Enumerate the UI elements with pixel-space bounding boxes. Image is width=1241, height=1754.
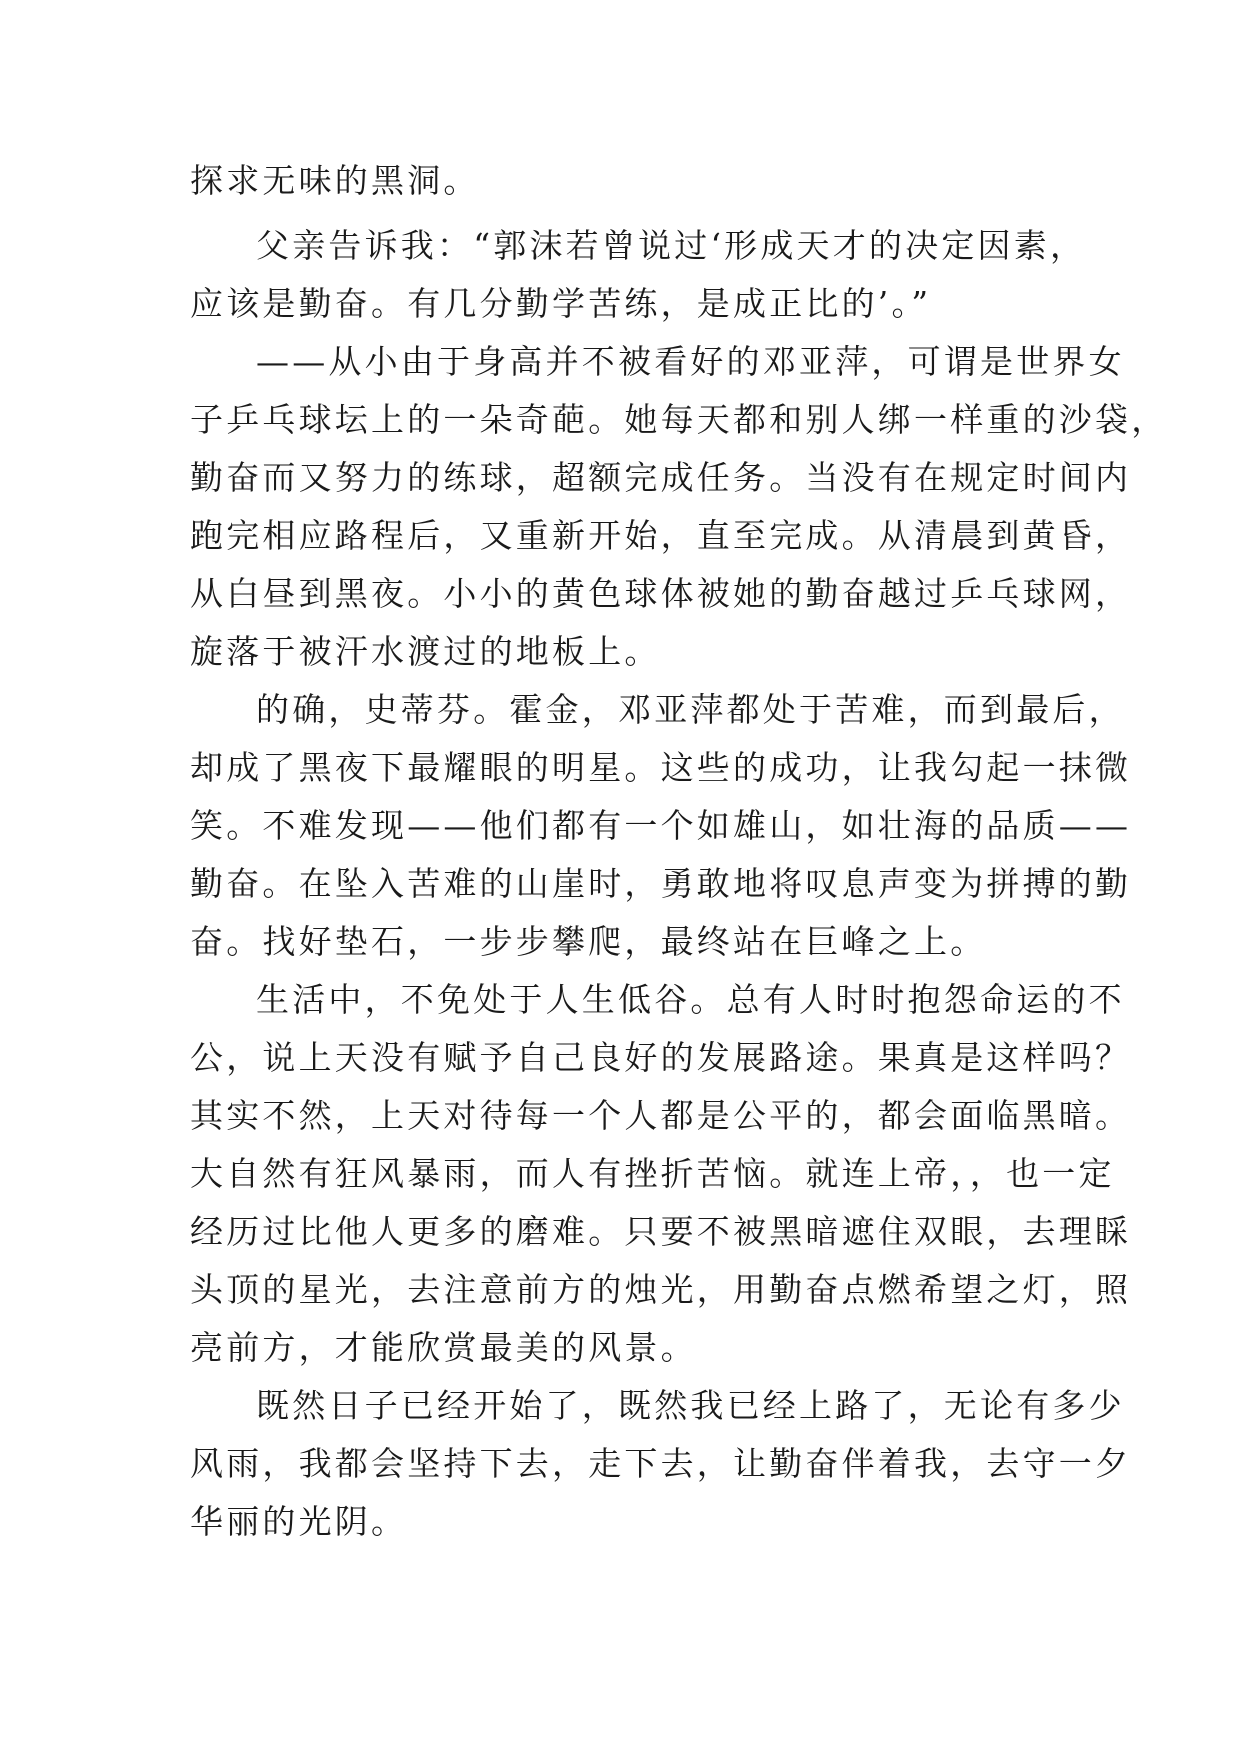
text-line: 生活中，不免处于人生低谷。总有人时时抱怨命运的不 [256,980,1125,1019]
text-line: 亮前方，才能欣赏最美的风景。 [190,1328,697,1367]
text-line: 风雨，我都会坚持下去，走下去，让勤奋伴着我，去守一夕 [190,1444,1132,1483]
text-line: 旋落于被汗水渡过的地板上。 [190,632,661,671]
text-line: 勤奋。在坠入苦难的山崖时，勇敢地将叹息声变为拼搏的勤 [190,864,1132,903]
text-line: 探求无味的黑洞。 [190,161,480,200]
text-line: 经历过比他人更多的磨难。只要不被黑暗遮住双眼，去理睬 [190,1212,1132,1251]
text-line: 奋。找好垫石，一步步攀爬，最终站在巨峰之上。 [190,922,987,961]
text-line: 头顶的星光，去注意前方的烛光，用勤奋点燃希望之灯，照 [190,1270,1132,1309]
text-line: 应该是勤奋。有几分勤学苦练，是成正比的’。” [190,284,932,323]
text-line: 笑。不难发现——他们都有一个如雄山，如壮海的品质—— [190,806,1132,845]
text-line: 从白昼到黑夜。小小的黄色球体被她的勤奋越过乒乓球网， [190,574,1132,613]
text-line: 的确，史蒂芬。霍金，邓亚萍都处于苦难，而到最后， [256,690,1125,729]
text-line: 华丽的光阴。 [190,1502,408,1541]
text-line: 跑完相应路程后，又重新开始，直至完成。从清晨到黄昏， [190,516,1132,555]
text-line: 公，说上天没有赋予自己良好的发展路途。果真是这样吗？ [190,1038,1132,1077]
text-line: 勤奋而又努力的练球，超额完成任务。当没有在规定时间内 [190,458,1132,497]
text-line: 大自然有狂风暴雨，而人有挫折苦恼。就连上帝，，也一定 [190,1154,1115,1193]
text-line: 既然日子已经开始了，既然我已经上路了，无论有多少 [256,1386,1125,1425]
text-line: 子乒乓球坛上的一朵奇葩。她每天都和别人绑一样重的沙袋， [190,400,1168,439]
text-line: 父亲告诉我：“郭沫若曾说过‘形成天才的决定因素， [256,226,1087,265]
text-line: 却成了黑夜下最耀眼的明星。这些的成功，让我勾起一抹微 [190,748,1132,787]
text-line: ——从小由于身高并不被看好的邓亚萍，可谓是世界女 [256,342,1125,381]
text-line: 其实不然，上天对待每一个人都是公平的，都会面临黑暗。 [190,1096,1132,1135]
